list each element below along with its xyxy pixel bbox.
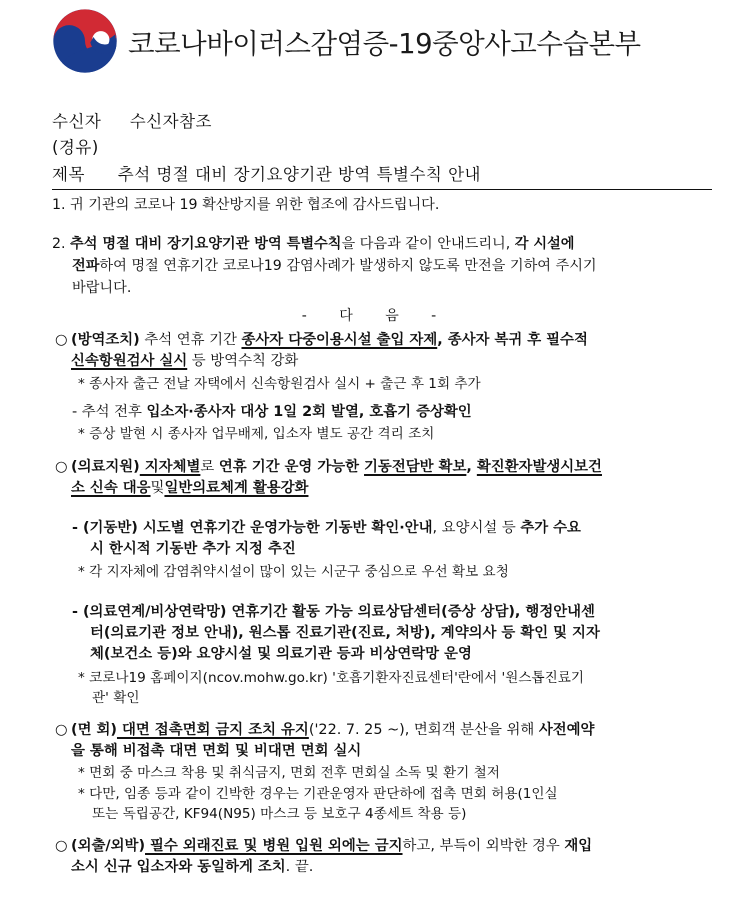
paragraph-2-text: 을 다음과 같이 안내드리니, (341, 236, 515, 252)
section-emph3: 기동전담반 확보 (364, 459, 467, 475)
section-emph6: 소 신속 대응 (71, 480, 151, 496)
via-label: (경유) (52, 138, 99, 157)
paragraph-2-line2 (72, 255, 712, 277)
subject-row (52, 161, 712, 190)
note (78, 784, 718, 824)
note: * 증상 발현 시 종사자 업무배제, 입소자 별도 공간 격리 조치 (78, 426, 435, 442)
sub-item-emph: - (기동반) 시도별 연휴기간 운영가능한 기동반 확인·안내 (72, 520, 433, 536)
section-emph: 필수 외래진료 및 병원 입원 외에는 금지 (145, 838, 403, 854)
section-emph2: 재입 (564, 838, 593, 854)
section-emph: 대면 접촉면회 금지 조치 유지 (116, 722, 309, 738)
sub-item-emph: 입소자·종사자 대상 1일 2회 발열, 호흡기 증상확인 (146, 404, 472, 420)
section-outings (55, 836, 715, 878)
divider-text: - 다 음 - (301, 308, 451, 324)
recipient-label: 수신자 (52, 112, 102, 131)
sub-item-contacts (72, 602, 717, 665)
section-quarantine (55, 330, 715, 372)
section-bullet: ○ (55, 838, 68, 854)
subject-label: 제목 (52, 165, 85, 184)
sub-item-emph3: 시 한시적 기동반 추가 지정 추진 (90, 541, 296, 557)
paragraph-2-number: 2. (52, 236, 71, 252)
note (78, 668, 718, 708)
section-visits (55, 720, 715, 762)
sub-item (72, 518, 712, 560)
note-line: * 다만, 임종 등과 같이 긴박한 경우는 기관운영자 판단하에 접촉 면회 허용(1인실 (78, 786, 558, 802)
section-emph3: 소시 신규 입소자와 동일하게 조치 (71, 859, 286, 875)
document-header (52, 6, 641, 76)
paragraph-2-bold3: 전파 (72, 258, 100, 274)
section-emph2: , 종사자 복귀 후 필수적 (437, 332, 588, 348)
recipient-row (52, 108, 212, 132)
paragraph-2-bold: 추석 명절 대비 장기요양기관 방역 특별수칙 (70, 236, 342, 252)
subject-value: 추석 명절 대비 장기요양기관 방역 특별수칙 안내 (117, 165, 481, 184)
section-bullet: ○ (55, 722, 68, 738)
section-bullet: ○ (55, 332, 68, 348)
section-emph5: 확진환자발생시보건 (476, 459, 602, 475)
paragraph-2-bold2: 각 시설에 (514, 236, 575, 252)
section-text: ('22. 7. 25 ~), 면회객 분산을 위해 (308, 722, 539, 738)
agency-title: 코로나바이러스감염증-19중앙사고수습본부 (128, 28, 641, 60)
section-head: (면 회) (71, 722, 117, 738)
paragraph-2-line3: 바랍니다. (72, 280, 132, 296)
section-emph: 종사자 다중이용시설 출입 자제 (241, 332, 438, 348)
via-row (52, 134, 99, 158)
note-line: 또는 독립공간, KF94(N95) 마스크 등 보호구 4종세트 착용 등) (92, 806, 467, 822)
note: * 각 지자체에 감염취약시설이 많이 있는 시군구 중심으로 우선 확보 요청 (78, 564, 509, 580)
paragraph-1: 1. 귀 기관의 코로나 19 확산방지를 위한 협조에 감사드립니다. (52, 197, 440, 213)
sub-item-line: - (의료연계/비상연락망) 연휴기간 활동 가능 의료상담센터(증상 상담), 행정안내센 (72, 604, 595, 620)
section-bullet: ○ (55, 459, 68, 475)
note-line: 관' 확인 (92, 690, 140, 706)
note: * 종사자 출근 전날 자택에서 신속항원검사 실시 + 출근 후 1회 추가 (78, 376, 481, 392)
section-head: (방역조치) (71, 332, 140, 348)
sub-item-line: 체(보건소 등)와 요양시설 및 의료기관 등과 비상연락망 운영 (90, 646, 472, 662)
section-head: (의료지원) (71, 459, 140, 475)
taegeuk-logo-icon (52, 8, 118, 74)
recipient-value: 수신자참조 (129, 112, 212, 131)
section-emph: 지자체별 (139, 459, 201, 475)
section-emph2: 사전예약 (538, 722, 595, 738)
section-text: 하고, 부득이 외박한 경우 (402, 838, 565, 854)
sub-item (72, 402, 712, 423)
section-text2: 및 (150, 480, 165, 496)
note-line: * 코로나19 홈페이지(ncov.mohw.go.kr) '호흡기환자진료센터'란에서 '원스톱진료기 (78, 670, 585, 686)
note: * 면회 중 마스크 착용 및 취식금지, 면회 전후 면회실 소독 및 환기 철저 (78, 765, 500, 781)
sub-item-text: - 추석 전후 (72, 404, 147, 420)
section-text2: 등 방역수칙 강화 (187, 353, 299, 369)
section-emph7: 일반의료체계 활용강화 (164, 480, 309, 496)
section-text: 로 (200, 459, 219, 475)
section-head: (외출/외박) (71, 838, 146, 854)
section-text: 추석 연휴 기간 (139, 332, 242, 348)
sub-item-emph2: 추가 수요 (520, 520, 581, 536)
section-medical-support (55, 457, 715, 499)
paragraph-2-text2: 하여 명절 연휴기간 코로나19 감염사례가 발생하지 않도록 만전을 기하여 주시기 (99, 258, 597, 274)
section-emph4: , (466, 459, 477, 475)
section-emph3: 신속항원검사 실시 (71, 353, 188, 369)
section-emph3: 을 통해 비접촉 대면 면회 및 비대면 면회 실시 (71, 743, 362, 759)
sub-item-line: 터(의료기관 정보 안내), 원스톱 진료기관(진료, 처방), 계약의사 등 확인 및 지자 (90, 625, 600, 641)
section-text2: . 끝. (285, 859, 314, 875)
sub-item-text: , 요양시설 등 (432, 520, 521, 536)
section-emph2: 연휴 기간 운영 가능한 (218, 459, 365, 475)
paragraph-2 (52, 233, 712, 255)
